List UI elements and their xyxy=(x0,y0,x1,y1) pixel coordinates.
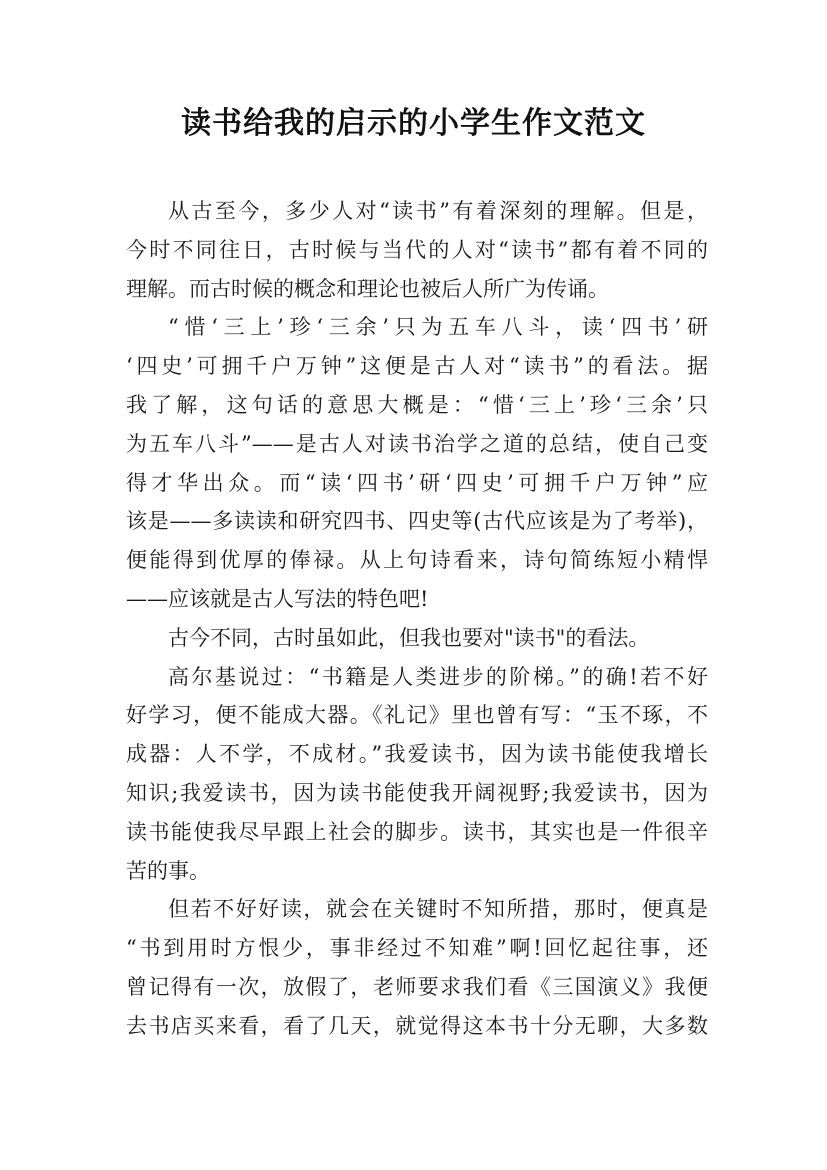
paragraph-5-line-3: 曾记得有一次，放假了，老师要求我们看《三国演义》我便 xyxy=(126,974,708,999)
paragraph-1-line-1: 从古至今，多少人对“读书”有着深刻的理解。但是， xyxy=(168,199,708,223)
paragraph-4-line-6: 苦的事。 xyxy=(126,858,210,883)
paragraph-2-line-7: 便能得到优厚的俸禄。从上句诗看来，诗句简练短小精悍 xyxy=(126,548,708,573)
document-body xyxy=(126,192,708,1046)
paragraph-4-line-1: 高尔基说过：“书籍是人类进步的阶梯。”的确!若不好 xyxy=(168,664,708,689)
paragraph-2-line-3: 我了解，这句话的意思大概是：“惜‘三上’珍‘三余’只 xyxy=(126,392,708,417)
paragraph-2-line-6: 该是——多读读和研究四书、四史等(古代应该是为了考举)， xyxy=(126,509,708,534)
paragraph-2-line-8: ——应该就是古人写法的特色吧! xyxy=(126,586,429,611)
paragraph-2-line-2: ‘四史’可拥千户万钟”这便是古人对“读书”的看法。据 xyxy=(126,354,708,379)
paragraph-4-line-5: 读书能使我尽早跟上社会的脚步。读书，其实也是一件很辛 xyxy=(126,819,708,844)
paragraph-2-line-5: 得才华出众。而“读‘四书’研‘四史’可拥千户万钟”应 xyxy=(126,470,708,495)
paragraph-4-line-2: 好学习，便不能成大器。《礼记》里也曾有写：“玉不琢，不 xyxy=(126,703,708,728)
paragraph-1-line-3: 理解。而古时候的概念和理论也被后人所广为传诵。 xyxy=(126,276,609,301)
paragraph-4-line-3: 成器：人不学，不成材。”我爱读书，因为读书能使我增长 xyxy=(126,742,708,767)
document-title: 读书给我的启示的小学生作文范文 xyxy=(181,106,646,141)
paragraph-5-line-4: 去书店买来看，看了几天，就觉得这本书十分无聊，大多数 xyxy=(126,1013,708,1038)
paragraph-5-line-1: 但若不好好读，就会在关键时不知所措，那时，便真是 xyxy=(168,897,708,922)
paragraph-1-line-2: 今时不同往日，古时候与当代的人对“读书”都有着不同的 xyxy=(126,237,708,262)
paragraph-2-line-1: “惜‘三上’珍‘三余’只为五车八斗，读‘四书’研 xyxy=(168,315,708,340)
paragraph-2-line-4: 为五车八斗”——是古人对读书治学之道的总结，使自己变 xyxy=(126,431,708,456)
paragraph-4-line-4: 知识;我爱读书，因为读书能使我开阔视野;我爱读书，因为 xyxy=(126,780,708,805)
paragraph-3-line-1: 古今不同，古时虽如此，但我也要对"读书"的看法。 xyxy=(168,625,650,650)
paragraph-5-line-2: “书到用时方恨少，事非经过不知难”啊!回忆起往事，还 xyxy=(126,936,708,961)
